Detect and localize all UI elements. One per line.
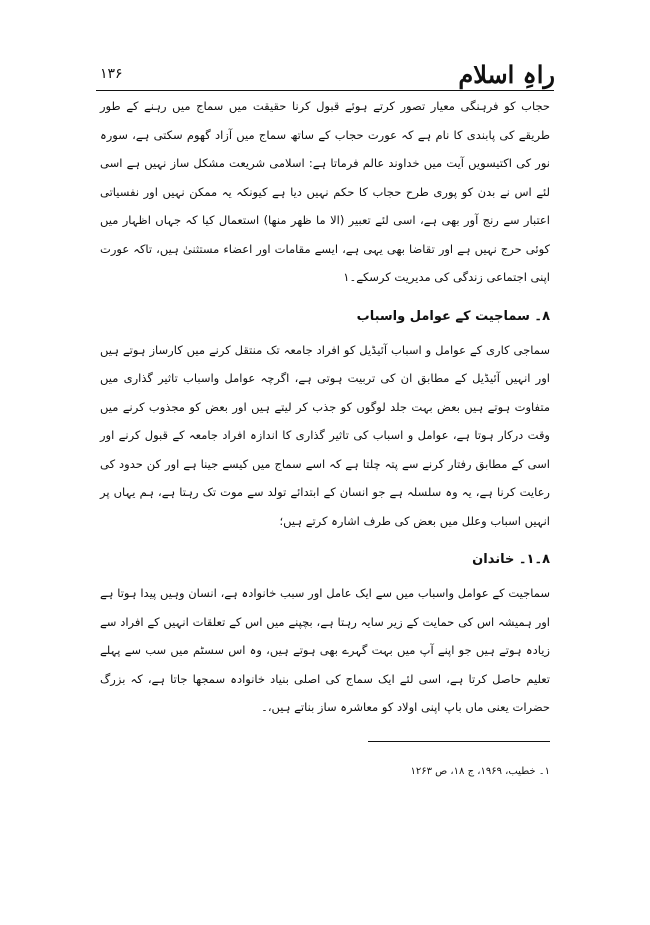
footnote-divider xyxy=(368,741,550,742)
section-8-1-paragraph: سماجیت کے عوامل واسباب میں سے ایک عامل اور سبب خانوادہ ہے، انسان وہیں پیدا ہوتا ہے اور ہمیشہ اس کی حمایت کے زیر سایہ رہتا ہے، بچپنے میں اس کے تعلقات انہیں کے افراد سے زیادہ ہوتے ہیں جو اپنے آپ میں بہت گہرے بھی ہوتے ہیں، وہ اس سسٹم میں سب سے پہلے تعلیم حاصل کرتا ہے، اسی لئے ایک سماج کی اصلی بنیاد خانوادہ سمجھا جاتا ہے، کہ بزرگ حضرات یعنی ماں باپ اپنی اولاد کو معاشرہ ساز بناتے ہیں،۔ xyxy=(100,586,550,714)
page-number: ۱۳۶ xyxy=(100,66,123,82)
footnote: ۱۔ خطیب، ۱۹۶۹، ج ۱۸، ص ۱۲۶۳ xyxy=(410,766,550,777)
section-heading-8: ۸۔ سماجیت کے عوامل واسباب xyxy=(356,308,550,324)
body-content xyxy=(100,92,550,722)
section-heading-8-1: ۸۔۱۔ خاندان xyxy=(472,552,550,567)
intro-paragraph: حجاب کو فرہنگی معیار تصور کرتے ہوئے قبول کرنا حقیقت میں سماج میں رہنے کے طور طریقے کی پابندی کا نام ہے کہ عورت حجاب کے ساتھ سماج میں آزاد گھوم سکتی ہے، سورہ نور کی اکتیسویں آیت میں خداوند عالم فرماتا ہے: اسلامی شریعت مشکل ساز نہیں ہے اسی لئے اس نے بدن کو پوری طرح حجاب کا حکم نہیں دیا ہے کیونکہ یہ ممکن نہیں اور نفسیاتی اعتبار سے رنج آور بھی ہے، اسی لئے تعبیر (الا ما ظهر منها) استعمال کیا کہ جہاں اظہار میں کوئی حرج نہیں ہے اور تقاضا بھی یہی ہے، ایسے مقامات اور اعضاء مستثنیٰ ہیں، تاکہ عورت اپنی اجتماعی زندگی کی مدیریت کرسکے۔۱ xyxy=(100,99,550,284)
running-header-title: راہِ اسلام xyxy=(458,60,555,89)
header-divider xyxy=(96,90,554,91)
section-8-paragraph: سماجی کاری کے عوامل و اسباب آئیڈیل کو افراد جامعہ تک منتقل کرنے میں کارساز ہوتے ہیں اور انہیں آئیڈیل کے مطابق ان کی تربیت ہوتی ہے، اگرچہ عوامل واسباب تاثیر گذاری میں متفاوت ہوتے ہیں بعض بہت جلد لوگوں کو جذب کر لیتے ہیں اور بعض کو مجذوب کرنے میں وقت درکار ہوتا ہے، عوامل و اسباب کی تاثیر گذاری کا اندازہ افراد جامعہ کے قبول کرنے اور اسی کے مطابق رفتار کرنے سے پتہ چلتا ہے کہ اسے سماج میں کیسے جینا ہے اور کن حدود کی رعایت کرنا ہے، یہ وہ سلسلہ ہے جو انسان کے ابتدائے تولد سے موت تک رہتا ہے، ہم یہاں پر انہیں اسباب وعلل میں بعض کی طرف اشارہ کرتے ہیں؛ xyxy=(100,342,550,528)
